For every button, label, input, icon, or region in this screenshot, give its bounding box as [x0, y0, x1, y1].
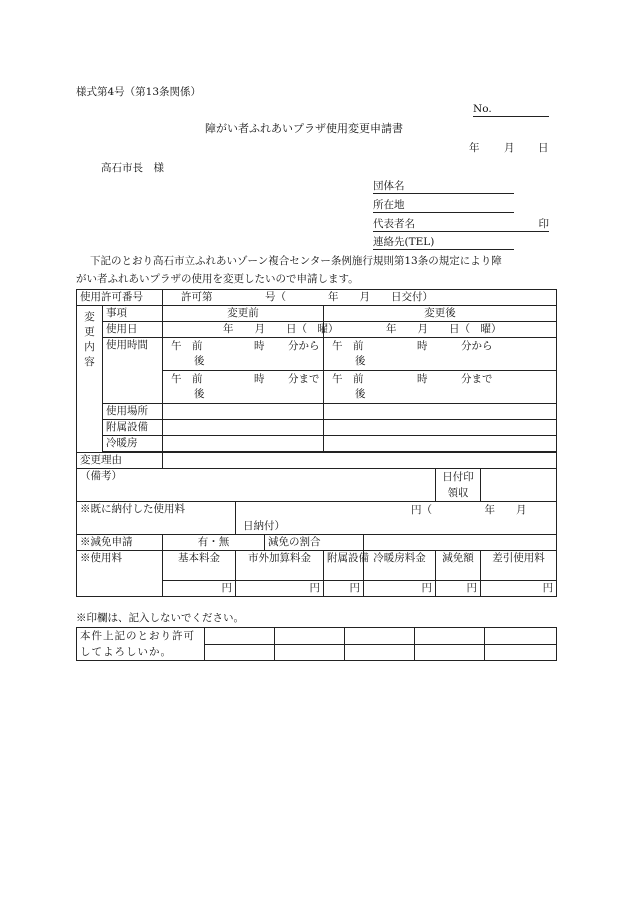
- approval-cell[interactable]: [205, 644, 275, 661]
- ampm-bottom: 後: [194, 388, 205, 400]
- approval-cell[interactable]: [415, 628, 485, 645]
- exemption-choice[interactable]: 有・無: [163, 535, 265, 551]
- representative-label: 代表者名: [373, 218, 415, 230]
- intro-line-2: がい者ふれあいプラザの使用を変更したいので申請します。: [76, 273, 359, 285]
- use-date-after-field[interactable]: 年 月 日（ 曜）: [324, 322, 557, 338]
- location-before-field[interactable]: [163, 404, 324, 420]
- from-label: 分から: [461, 340, 493, 352]
- ampm-top: 午 前: [332, 373, 364, 385]
- approval-cell[interactable]: [345, 644, 415, 661]
- equipment-label: 附属設備: [103, 420, 163, 436]
- paid-fee-date: 日納付）: [243, 520, 285, 532]
- reason-field[interactable]: [163, 453, 557, 469]
- before-header: 変更前: [163, 306, 324, 322]
- from-label: 分から: [288, 340, 320, 352]
- ampm-bottom: 後: [194, 355, 205, 367]
- aircon-label: 冷暖房: [103, 436, 163, 452]
- fee-header-equipment: 附属設備: [324, 551, 364, 581]
- fee-header-aircon: 冷暖房料金: [364, 551, 436, 581]
- approval-cell[interactable]: [485, 628, 557, 645]
- equipment-before-field[interactable]: [163, 420, 324, 436]
- date-stamp-label: 日付印 領収: [436, 469, 481, 502]
- ampm-top: 午 前: [171, 373, 203, 385]
- fee-equipment-field[interactable]: 円: [324, 581, 364, 597]
- aircon-after-field[interactable]: [324, 436, 557, 452]
- to-label: 分まで: [461, 373, 493, 385]
- use-time-label: 使用時間: [103, 338, 163, 404]
- fee-header-net: 差引使用料: [481, 551, 557, 581]
- exemption-rate-label: 減免の割合: [265, 535, 364, 551]
- ampm-top: 午 前: [332, 340, 364, 352]
- use-time-before-to[interactable]: [163, 371, 324, 404]
- equipment-after-field[interactable]: [324, 420, 557, 436]
- fee-header-exemption: 減免額: [436, 551, 481, 581]
- date-year: 年: [469, 142, 480, 154]
- approval-text: 本件上記のとおり許可してよろしいか。: [77, 628, 205, 661]
- form-number: 様式第4号（第13条関係）: [76, 86, 202, 98]
- exemption-label: ※減免申請: [77, 535, 163, 551]
- hour-label: 時: [417, 373, 428, 385]
- address-field[interactable]: [373, 199, 514, 213]
- fee-header-basic: 基本料金: [163, 551, 236, 581]
- contact-field[interactable]: [373, 236, 514, 250]
- org-name-field[interactable]: [373, 180, 514, 194]
- permit-number-field[interactable]: 許可第 号（ 年 月 日交付）: [163, 290, 557, 306]
- page-title: 障がい者ふれあいプラザ使用変更申請書: [205, 122, 403, 135]
- approval-cell[interactable]: [345, 628, 415, 645]
- approval-cell[interactable]: [275, 644, 345, 661]
- fee-header-outside: 市外加算料金: [236, 551, 324, 581]
- exemption-rate-field[interactable]: [364, 535, 557, 551]
- intro-line-1: 下記のとおり高石市立ふれあいゾーン複合センター条例施行規則第13条の規定により障: [90, 255, 502, 267]
- reason-label: 変更理由: [77, 453, 163, 469]
- fee-basic-field[interactable]: 円: [163, 581, 236, 597]
- date-stamp-field[interactable]: [481, 469, 557, 502]
- fee-exemption-field[interactable]: 円: [436, 581, 481, 597]
- representative-field[interactable]: [373, 218, 549, 232]
- hour-label: 時: [254, 373, 265, 385]
- aircon-before-field[interactable]: [163, 436, 324, 452]
- ampm-bottom: 後: [355, 388, 366, 400]
- fee-outside-field[interactable]: 円: [236, 581, 324, 597]
- date-month: 月: [504, 142, 515, 154]
- ampm-bottom: 後: [355, 355, 366, 367]
- change-application-table: [76, 289, 557, 597]
- form-no-field[interactable]: [473, 103, 549, 117]
- remarks-label: （備考）: [80, 470, 122, 482]
- paid-fee-field[interactable]: [236, 502, 557, 535]
- addressee: 高石市長 様: [101, 162, 164, 174]
- approval-cell[interactable]: [485, 644, 557, 661]
- hour-label: 時: [254, 340, 265, 352]
- ampm-top: 午 前: [171, 340, 203, 352]
- seal-mark: 印: [538, 218, 549, 230]
- no-label: No.: [473, 103, 492, 115]
- remarks-field[interactable]: [77, 469, 436, 502]
- org-name-label: 団体名: [373, 180, 405, 192]
- fee-aircon-field[interactable]: 円: [364, 581, 436, 597]
- to-label: 分まで: [288, 373, 320, 385]
- hour-label: 時: [417, 340, 428, 352]
- location-label: 使用場所: [103, 404, 163, 420]
- address-label: 所在地: [373, 199, 405, 211]
- permit-number-label: 使用許可番号: [77, 290, 163, 306]
- paid-fee-label: ※既に納付した使用料: [77, 502, 236, 535]
- approval-cell[interactable]: [275, 628, 345, 645]
- approval-cell[interactable]: [205, 628, 275, 645]
- item-header: 事項: [103, 306, 163, 322]
- location-after-field[interactable]: [324, 404, 557, 420]
- contact-label: 連絡先(TEL): [373, 236, 435, 248]
- use-date-before-field[interactable]: 年 月 日（ 曜）: [163, 322, 324, 338]
- fee-label: ※使用料: [77, 551, 163, 597]
- use-time-before-from[interactable]: [163, 338, 324, 371]
- use-time-after-to[interactable]: [324, 371, 557, 404]
- use-date-label: 使用日: [103, 322, 163, 338]
- approval-cell[interactable]: [415, 644, 485, 661]
- use-time-after-from[interactable]: [324, 338, 557, 371]
- paid-fee-value: 円（ 年 月: [411, 504, 527, 516]
- date-day: 日: [538, 142, 549, 154]
- fee-net-field[interactable]: 円: [481, 581, 557, 597]
- approval-table: [76, 627, 557, 661]
- after-header: 変更後: [324, 306, 557, 322]
- change-content-label: 変更内容: [77, 306, 103, 453]
- office-use-note: ※印欄は、記入しないでください。: [76, 612, 244, 624]
